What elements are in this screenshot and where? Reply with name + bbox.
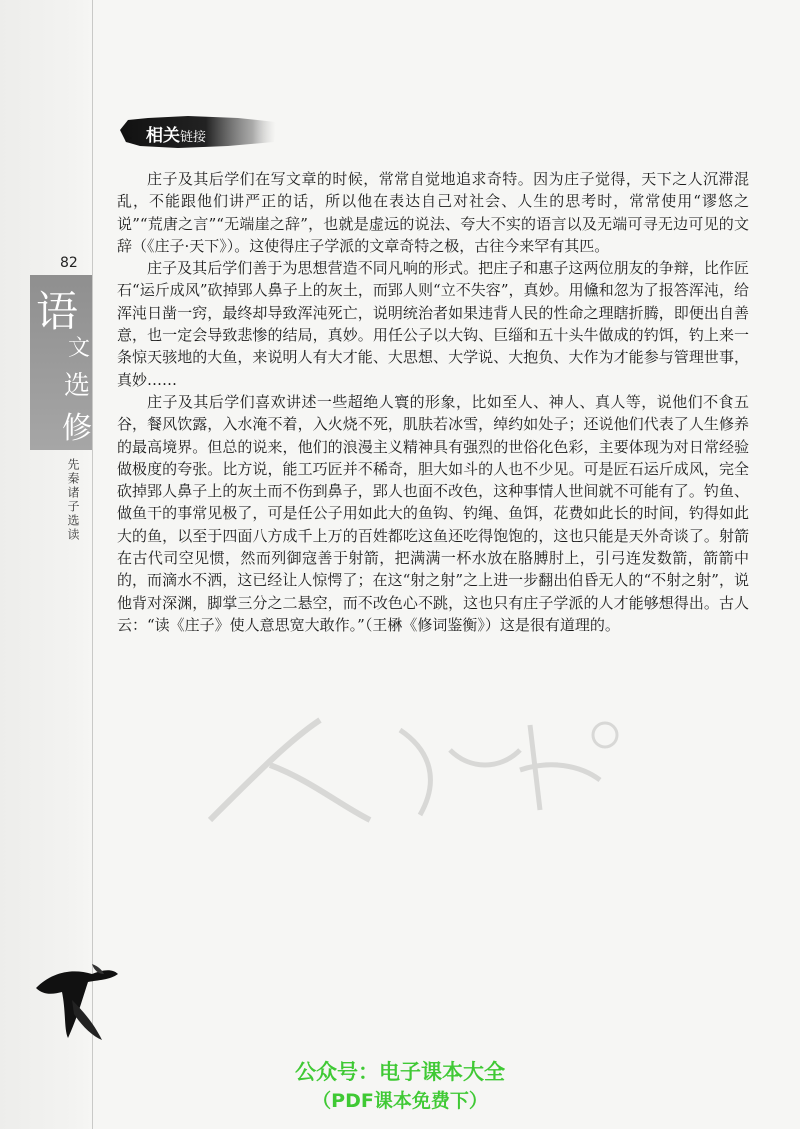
footer-promo-line-1: 公众号：电子课本大全	[295, 1060, 505, 1084]
tab-char-xiu: 修	[62, 411, 92, 446]
paragraph-2: 庄子及其后学们善于为思想营造不同凡响的形式。把庄子和惠子这两位朋友的争辩，比作匠石“运斤成风”砍掉郢人鼻子上的灰土，而郢人则“立不失容”，真妙。用儵和忽为了报答浑沌，给浑沌日凿一窍，最终却导致浑沌死亡，说明统治者如果违背人民的性命之理瞎折腾，即便出自善意，也一定会导致悲惨的结局，真妙。用任公子以大钩、巨缁和五十头牛做成的钓饵，钓上来一条惊天骇地的大鱼，来说明人有大才能、大思想、大学说、大抱负、大作为才能参与管理世事，真妙……	[117, 259, 749, 389]
section-title	[146, 121, 206, 146]
section-title-sub: 链接	[180, 130, 207, 145]
paragraph-3: 庄子及其后学们喜欢讲述一些超绝人寰的形象，比如至人、神人、真人等，说他们不食五谷，餐风饮露，入水淹不着，入火烧不死，肌肤若冰雪，绰约如处子；还说他们代表了人生修养的最高境界。但总的说来，他们的浪漫主义精神具有强烈的世俗化色彩，主要体现为对日常经验做极度的夸张。比方说，能工巧匠并不稀奇，胆大如斗的人也不少见。可是匠石运斤成风，完全砍掉郢人鼻子上的灰土而不伤到鼻子，郢人也面不改色，这种事情人世间就不可能有了。钓鱼、做鱼干的事常见极了，可是任公子用如此大的鱼钩、钓绳、鱼饵，花费如此长的时间，钓得如此大的鱼，以至于四面八方成千上万的百姓都吃这鱼还吃得饱饱的，这也只能是天外奇谈了。射箭在古代司空见惯，然而列御寇善于射箭，把满满一杯水放在胳膊肘上，引弓连发数箭，箭箭中的，而滴水不洒，这已经让人惊愕了；在这“射之射”之上进一步翻出伯昏无人的“不射之射”，说他背对深渊，脚掌三分之二悬空，而不改色心不跳，这也只有庄子学派的人才能够想得出。古人云：“读《庄子》使人意思宽大敢作。”（王楙《修词鉴衡》）这是很有道理的。	[117, 392, 749, 634]
footer-promo-line-2: （PDF课本免费下）	[312, 1090, 488, 1112]
paragraph-1: 庄子及其后学们在写文章的时候，常常自觉地追求奇特。因为庄子觉得，天下之人沉滞混乱，不能跟他们讲严正的话，所以他在表达自己对社会、人生的思考时，常常使用“谬悠之说”“荒唐之言”“无端崖之辞”，也就是虚远的说法、夸大不实的语言以及无端可寻无边可见的文辞（《庄子·天下》）。这使得庄子学派的文章奇特之极，古往今来罕有其匹。	[117, 170, 749, 255]
brush-mark-logo-icon	[32, 960, 122, 1045]
book-title-vertical: 先秦诸子选读	[66, 458, 80, 542]
tab-char-xuan: 选	[64, 371, 91, 401]
section-banner	[118, 112, 278, 152]
tab-char-wen: 文	[68, 336, 91, 361]
tab-char-yu: 语	[36, 287, 79, 336]
article-body	[117, 168, 749, 636]
section-title-main: 相关	[146, 126, 180, 146]
subject-tab	[30, 275, 92, 450]
page-number: 82	[60, 255, 78, 271]
publisher-watermark-icon	[200, 710, 640, 830]
